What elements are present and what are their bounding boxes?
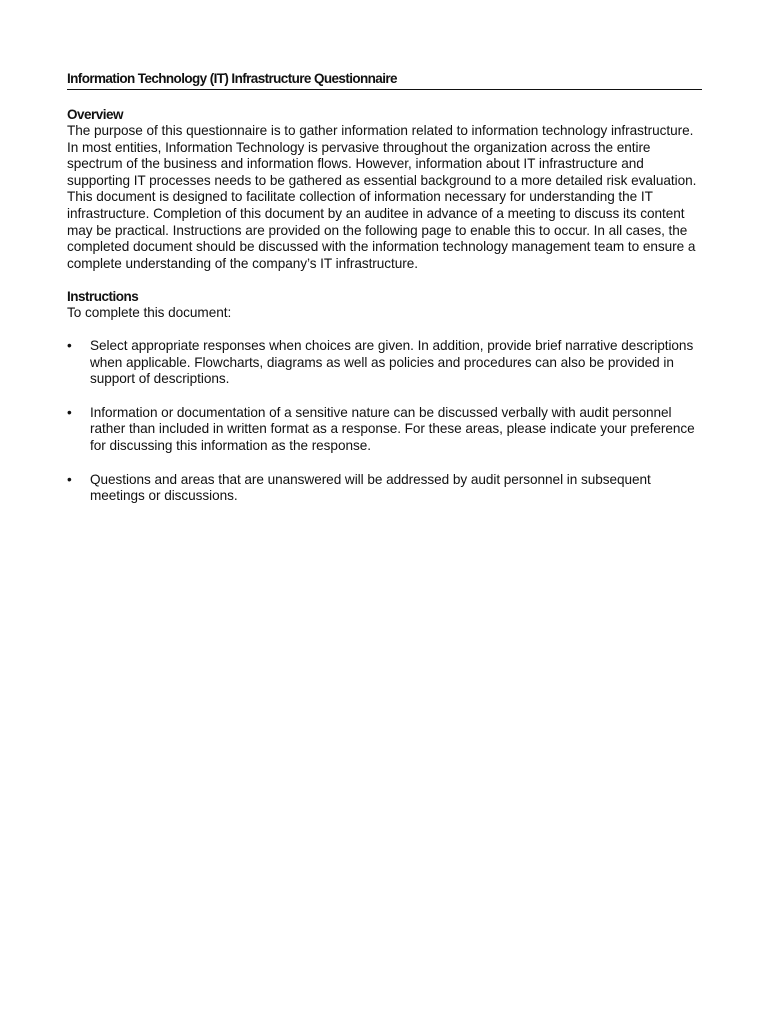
instructions-heading: Instructions: [67, 289, 139, 305]
instructions-list-item: [67, 338, 702, 388]
overview-heading: Overview: [67, 107, 124, 122]
instructions-item-text: Information or documentation of a sensitive nature can be discussed verbally with audit personnel rather than included in written format as a response. For these areas, please indicate your preference for discussing this information as the response.: [90, 404, 695, 453]
instructions-list-item: [67, 405, 702, 455]
instructions-list: [67, 338, 702, 505]
document-title: Information Technology (IT) Infrastructure Questionnaire: [67, 70, 702, 90]
bullet-icon: •: [67, 404, 72, 420]
instructions-intro: To complete this document:: [67, 305, 232, 321]
document-page: [67, 70, 702, 522]
overview-paragraph-design: This document is designed to facilitate collection of information necessary for understanding the IT infrastructure. Completion of this document by an auditee in advance of a meeting to discuss its content may be practical. Instructions are provided on the following page to enable this to occur. In all cases, the completed document should be discussed with the information technology management team to ensure a complete understanding of the company’s IT infrastructure.: [67, 189, 696, 271]
instructions-list-item: [67, 472, 702, 505]
bullet-icon: •: [67, 471, 72, 487]
instructions-item-text: Select appropriate responses when choices are given. In addition, provide brief narrative descriptions when applicable. Flowcharts, diagrams as well as policies and procedures can also be provided in support of descriptions.: [90, 337, 694, 387]
bullet-icon: •: [67, 337, 72, 353]
overview-paragraph-purpose: The purpose of this questionnaire is to gather information related to information technology infrastructure. In most entities, Information Technology is pervasive throughout the organization across the entire spectrum of the business and information flows. However, information about IT infrastructure and supporting IT processes needs to be gathered as essential background to a more detailed risk evaluation.: [67, 123, 697, 188]
instructions-item-text: Questions and areas that are unanswered will be addressed by audit personnel in subsequent meetings or discussions.: [90, 471, 651, 504]
